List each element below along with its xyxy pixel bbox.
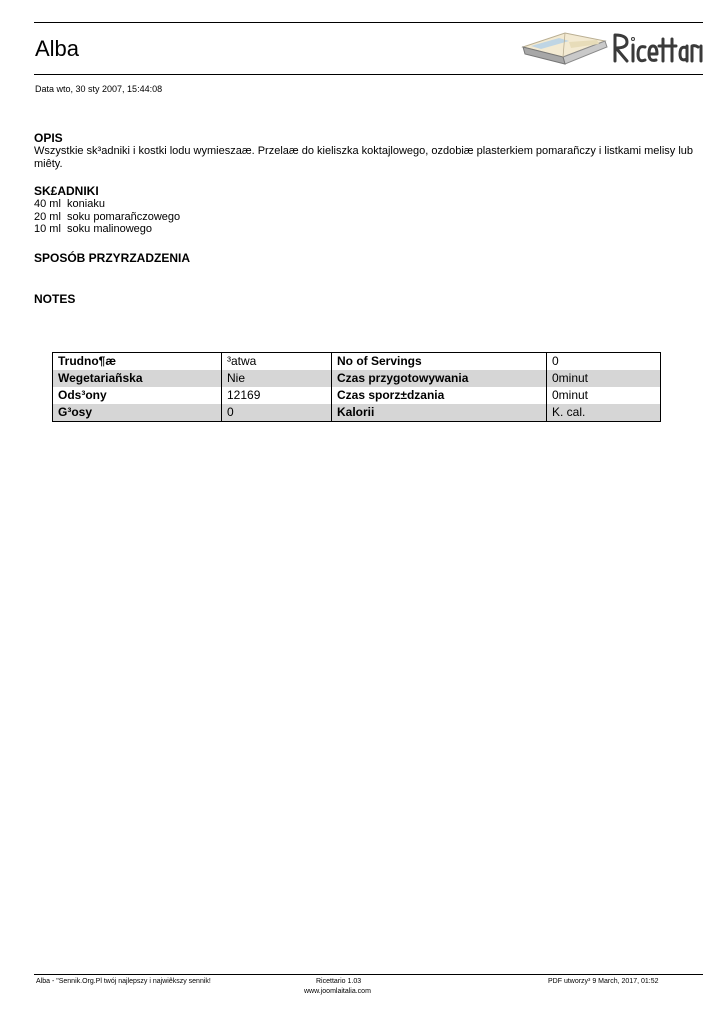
table-label: Czas sporz±dzania: [332, 387, 547, 404]
footer-left-text: Alba - "Sennik.Org.Pl twój najlepszy i najwiêkszy sennik!: [36, 978, 211, 985]
footer-version: Ricettario 1.03: [316, 978, 362, 985]
opis-heading: OPIS: [34, 131, 63, 145]
notes-section: [34, 292, 704, 306]
table-value: 0minut: [547, 370, 661, 387]
ingredient-name: soku malinowego: [67, 223, 153, 235]
ingredient-item: [34, 223, 704, 236]
header-top-rule: [34, 22, 703, 23]
page-title: Alba: [35, 36, 80, 61]
sposob-section: [34, 251, 704, 265]
table-value: 0: [222, 404, 332, 422]
table-label: Ods³ony: [53, 387, 222, 404]
ingredient-item: [34, 211, 704, 224]
ingredient-name: soku pomarañczowego: [67, 210, 181, 223]
ingredient-qty: 40 ml: [34, 198, 61, 210]
notes-heading: NOTES: [34, 292, 76, 306]
skladniki-section: [34, 184, 704, 236]
table-row: [53, 370, 661, 387]
table-label: Trudno¶æ: [53, 353, 222, 371]
table-label: Wegetariañska: [53, 370, 222, 387]
table-label: No of Servings: [332, 353, 547, 371]
table-row: [53, 353, 661, 371]
table-row: [53, 387, 661, 404]
footer-url-link[interactable]: www.joomlaitalia.com: [304, 988, 371, 995]
table-label: G³osy: [53, 404, 222, 422]
ingredient-qty: 10 ml: [34, 223, 61, 235]
opis-text: Wszystkie sk³adniki i kostki lodu wymieszaæ. Przelaæ do kieliszka koktajlowego, ozdobiæ plasterkiem pomarañczy i listkami melisy lub miêty.: [34, 145, 694, 170]
sposob-heading: SPOSÓB PRZYRZADZENIA: [34, 251, 191, 265]
recipe-info-table: [52, 352, 661, 422]
table-row: [53, 404, 661, 422]
skladniki-heading: SK£ADNIKI: [34, 184, 99, 198]
header-bottom-rule: [34, 74, 703, 75]
footer-rule: [34, 974, 703, 975]
opis-section: [34, 131, 704, 171]
ricettario-logo: [519, 27, 705, 71]
table-value: 0: [547, 353, 661, 371]
ingredient-name: koniaku: [67, 198, 105, 210]
table-value: 0minut: [547, 387, 661, 404]
date-line: Data wto, 30 sty 2007, 15:44:08: [35, 84, 163, 94]
table-value: ³atwa: [222, 353, 332, 371]
table-label: Czas przygotowywania: [332, 370, 547, 387]
table-value: K. cal.: [547, 404, 661, 422]
book-icon: [519, 27, 705, 71]
ingredient-qty: 20 ml: [34, 210, 61, 223]
table-label: Kalorii: [332, 404, 547, 422]
table-value: 12169: [222, 387, 332, 404]
ingredient-item: [34, 198, 704, 211]
footer-pdf-date: PDF utworzy³ 9 March, 2017, 01:52: [548, 978, 659, 985]
table-value: Nie: [222, 370, 332, 387]
